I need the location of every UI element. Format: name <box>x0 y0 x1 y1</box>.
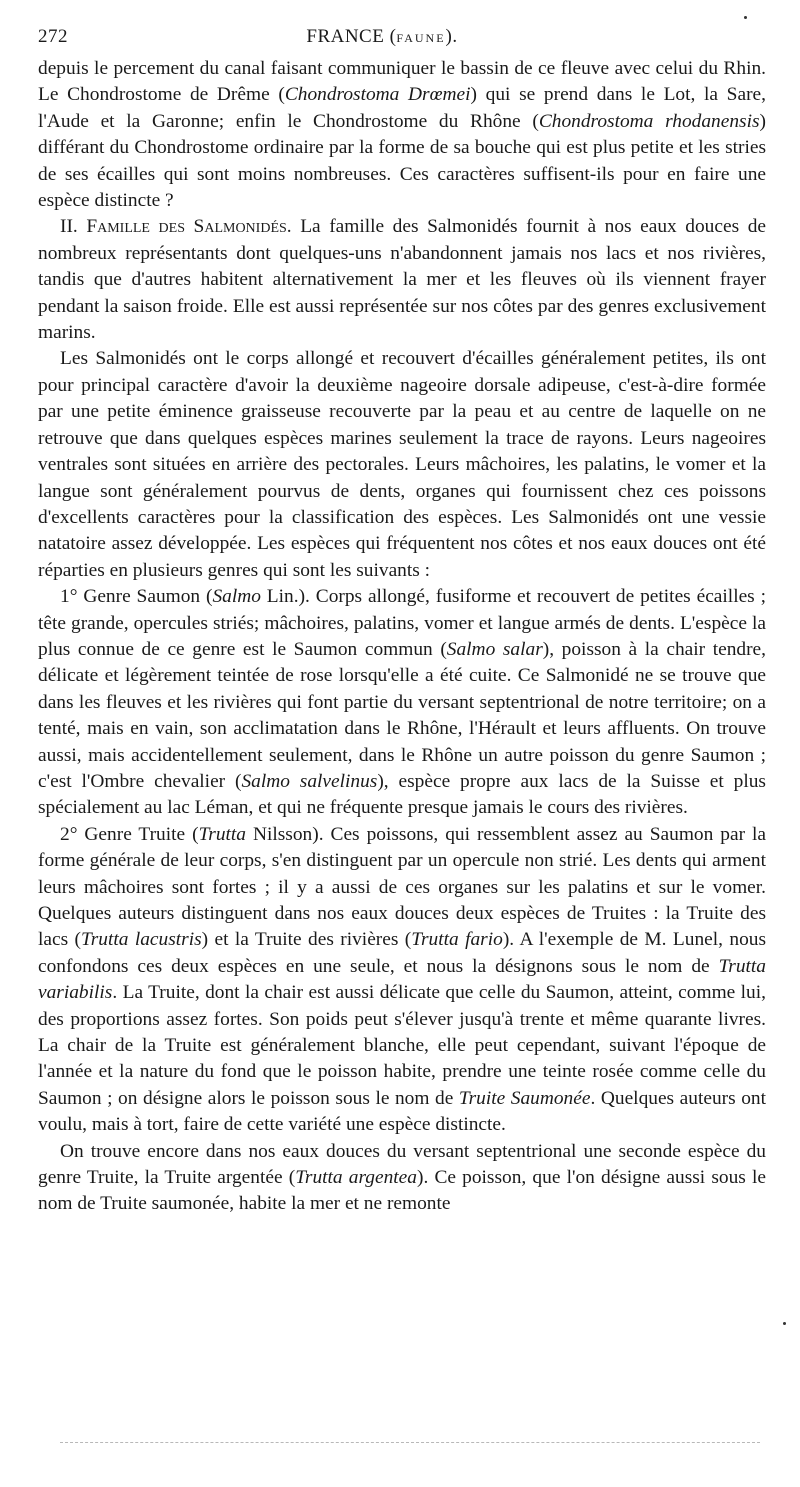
italic-run: Salmo salar <box>446 638 543 660</box>
margin-dot <box>783 1322 786 1325</box>
italic-run: Trutta lacustris <box>81 929 202 951</box>
text-run: Lin.). Corps allongé, fusiforme et recouvert de petites écailles ; tête grande, opercules striés; mâchoires, palatins, vomer et langue armés de dents. L'espèce la plus connue de ce genre est le Saumon commun ( <box>38 586 766 660</box>
text-run: II. <box>60 216 87 238</box>
book-page <box>38 26 766 1218</box>
text-run: 1° Genre Saumon ( <box>60 586 213 608</box>
text-run: Les Salmonidés ont le corps allongé et recouvert d'écailles généralement petites, ils ont pour principal caractère d'avoir la deuxième nageoire dorsale adipeuse, c'est-à-dire formée par une petite éminence graisseuse recouverte par la peau et au centre de laquelle on ne retrouve que dans quelques espèces marines seulement la trace de rayons. Leurs nageoires ventrales sont situées en arrière des pectorales. Leurs mâchoires, les palatins, le vomer et la langue sont généralement pourvus de dents, organes qui fournissent chez ces poissons d'excellents caractères pour la classification des espèces. Les Salmonidés ont une vessie natatoire assez développée. Les espèces qui fréquentent nos côtes et nos eaux douces ont été réparties en plusieurs genres qui sont les suivants : <box>38 348 766 581</box>
text-run: Nilsson). Ces poissons, qui ressemblent assez au Saumon par la forme générale de leur corps, s'en distinguent par un opercule non strié. Les dents qui arment leurs mâchoires sont fortes ; il y a aussi de ces organes sur les palatins et sur le vomer. Quelques auteurs distinguent dans nos eaux douces deux espèces de Truites : la Truite des lacs ( <box>38 823 767 951</box>
paragraph <box>38 214 766 346</box>
text-run: ), poisson à la chair tendre, délicate et légèrement teintée de rose lorsqu'elle a été cuite. Ce Salmonidé ne se trouve que dans les fleuves et les rivières qui font partie du versant septentrional de notre territoire; on a tenté, mais en vain, son acclimatation dans le Rhône, l'Hérault et leurs affluents. On trouve aussi, mais accidentellement seulement, dans le Rhône un autre poisson du genre Saumon ; c'est l'Ombre chevalier ( <box>38 638 767 792</box>
body-text <box>38 56 766 1218</box>
italic-run: Chondrostoma rhodanensis <box>538 110 760 132</box>
text-run: . Quelques auteurs ont voulu, mais à tort, faire de cette variété une espèce distincte. <box>38 1087 766 1136</box>
text-run: On trouve encore dans nos eaux douces du versant septentrional une seconde espèce du genre Truite, la Truite argentée ( <box>38 1140 766 1189</box>
italic-run: Truite Saumonée <box>458 1087 591 1109</box>
text-run: La famille des Salmonidés fournit à nos eaux douces de nombreux représentants dont quelques-uns n'abandonnent jamais nos lacs et nos rivières, tandis que d'autres habitent alternativement la mer et les fleuves où ils viennent frayer pendant la saison froide. Elle est aussi représentée sur nos côtes par des genres exclusivement marins. <box>38 216 766 344</box>
italic-run: Trutta fario <box>411 929 503 951</box>
running-title-main: FRANCE ( <box>306 26 397 47</box>
italic-run: Salmo salvelinus <box>241 770 378 792</box>
bleed-through-line <box>60 1442 760 1443</box>
paragraph <box>38 822 766 1139</box>
italic-run: Trutta variabilis <box>38 955 766 1004</box>
text-run: ), espèce propre aux lacs de la Suisse et plus spécialement au lac Léman, et qui ne fréquente presque jamais le cours des rivières. <box>38 770 766 819</box>
running-title-end: ). <box>445 26 458 47</box>
corner-dot <box>744 16 747 19</box>
text-run: ) et la Truite des rivières ( <box>201 929 412 951</box>
text-run: 2° Genre Truite ( <box>60 823 199 845</box>
paragraph <box>38 346 766 584</box>
text-run: ). A l'exemple de M. Lunel, nous confondons ces deux espèces en une seule, et nous la désignons sous le nom de <box>38 929 767 977</box>
text-run: depuis le percement du canal faisant communiquer le bassin de ce fleuve avec celui du Rhin. Le Chondrostome de Drême ( <box>38 58 766 106</box>
text-run: . La Truite, dont la chair est aussi délicate que celle du Saumon, atteint, comme lui, des proportions assez fortes. Son poids peut s'élever jusqu'à trente et même quarante livres. La chair de la Truite est généralement blanche, elle peut cependant, suivant l'époque de l'année et la nature du fond que le poisson habite, prendre une teinte rosée comme celle du Saumon ; on désigne alors le poisson sous le nom de <box>38 982 766 1109</box>
section-heading-run: Famille des Salmonidés. <box>86 216 292 238</box>
text-run: ). Ce poisson, que l'on désigne aussi sous le nom de Truite saumonée, habite la mer et ne remonte <box>38 1167 766 1215</box>
paragraph <box>38 1139 766 1218</box>
italic-run: Trutta argentea <box>295 1167 417 1189</box>
paragraph <box>38 56 766 214</box>
page-number: 272 <box>38 26 68 47</box>
italic-run: Salmo <box>212 586 261 608</box>
running-title <box>108 26 766 48</box>
italic-run: Chondrostoma Drœmei <box>284 84 471 106</box>
text-run: ) différant du Chondrostome ordinaire par la forme de sa bouche qui est plus petite et les stries de ses écailles qui sont moins nombreuses. Ces caractères suffisent-ils pour en faire une espèce distincte ? <box>38 110 766 212</box>
italic-run: Trutta <box>198 823 246 845</box>
running-title-small: FAUNE <box>396 31 446 45</box>
paragraph <box>38 584 766 822</box>
text-run: ) qui se prend dans le Lot, la Sare, l'Aude et la Garonne; enfin le Chondrostome du Rhône ( <box>38 84 766 132</box>
page-header <box>38 26 766 56</box>
